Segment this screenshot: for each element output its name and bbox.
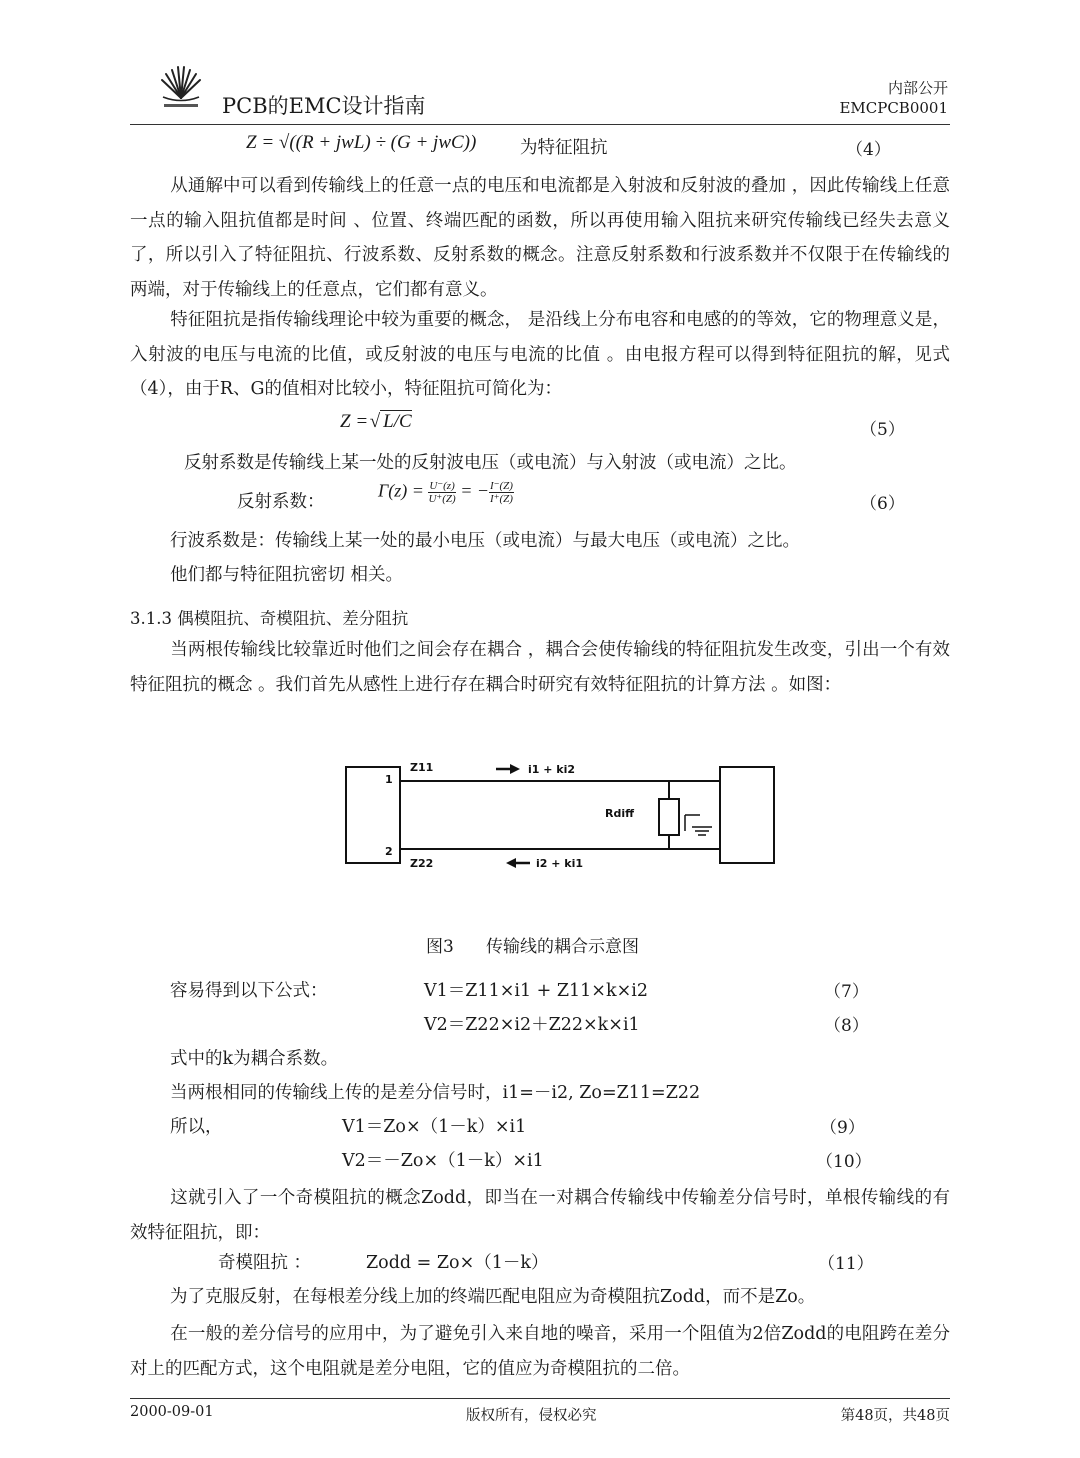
figure-caption-text: 传输线的耦合示意图 <box>486 937 639 957</box>
equation-4-label: 为特征阻抗 <box>520 138 608 158</box>
footer-rule <box>130 1398 950 1399</box>
equation-6-fraction-1 <box>428 480 455 505</box>
rdiff-resistor <box>659 799 679 835</box>
header-rule <box>130 124 950 125</box>
reflection-definition: 反射系数是传输线上某一处的反射波电压（或电流）与入射波（或电流）之比。 <box>184 453 797 473</box>
k-definition: 式中的k为耦合系数。 <box>170 1049 339 1069</box>
right-block <box>720 767 774 863</box>
label-i-bottom: i2 + ki1 <box>536 857 584 870</box>
equation-6-number: （6） <box>860 494 905 514</box>
footer-copyright: 版权所有，侵权必究 <box>466 1408 597 1424</box>
fraction-1-numerator: U⁻(z) <box>429 480 455 492</box>
equation-4-number: （4） <box>846 140 891 160</box>
equation-6-label: 反射系数： <box>237 492 325 512</box>
equation-9: V1＝Zo×（1－k）×i1 <box>342 1117 527 1137</box>
equation-7-number: （7） <box>824 982 869 1002</box>
travelling-wave-definition: 行波系数是：传输线上某一处的最小电压（或电流）与最大电压（或电流）之比。 <box>170 531 800 551</box>
equation-8: V2＝Z22×i2＋Z22×k×i1 <box>424 1015 640 1035</box>
equation-6 <box>378 480 514 505</box>
header-doc-code: EMCPCB0001 <box>839 99 948 117</box>
header-classification: 内部公开 <box>887 79 948 97</box>
footer-date: 2000-09-01 <box>130 1404 214 1420</box>
equation-4: Z = √((R + jwL) ÷ (G + jwC)) <box>246 132 477 153</box>
equation-6-fraction-2 <box>489 480 514 505</box>
so-label: 所以， <box>170 1117 223 1137</box>
equation-11-label: 奇模阻抗 ： <box>218 1253 312 1273</box>
related-sentence: 他们都与特征阻抗密切 相关。 <box>170 565 404 585</box>
equation-10-number: （10） <box>816 1152 872 1172</box>
paragraph-3: 当两根传输线比较靠近时他们之间会存在耦合 ，耦合会使传输线的特征阻抗发生改变，引出一个有效特征阻抗的概念 。我们首先从感性上进行存在耦合时研究有效特征阻抗的计算方法 。如图： <box>130 640 950 695</box>
paragraph-2: 特征阻抗是指传输线理论中较为重要的概念， 是沿线上分布电容和电感的的等效，它的物理意义是，入射波的电压与电流的比值，或反射波的电压与电流的比值 。由电报方程可以得到特征阻抗的解，见式（4），由于R、G的值相对比较小，特征阻抗可简化为： <box>130 310 950 399</box>
fraction-2-numerator: I⁻(Z) <box>490 480 513 492</box>
arrow-right-icon <box>496 764 520 774</box>
label-z11: Z11 <box>410 761 434 774</box>
equation-9-number: （9） <box>820 1118 865 1138</box>
label-z22: Z22 <box>410 857 434 870</box>
paragraph-5: 为了克服反射，在每根差分线上加的终端匹配电阻应为奇模阻抗Zodd，而不是Zo。 <box>170 1287 816 1307</box>
arrow-left-icon <box>506 858 530 868</box>
label-pin-1: 1 <box>385 773 393 786</box>
label-i-top: i1 + ki2 <box>528 763 576 776</box>
equation-5: Z = √ L/C <box>340 411 412 432</box>
ground-icon <box>692 827 712 835</box>
equation-5-number: （5） <box>860 420 905 440</box>
equation-10: V2＝－Zo×（1－k）×i1 <box>342 1151 544 1171</box>
paragraph-6: 在一般的差分信号的应用中，为了避免引入来自地的噪音，采用一个阻值为2倍Zodd的电阻跨在差分对上的匹配方式，这个电阻就是差分电阻，它的值应为奇模阻抗的二倍。 <box>130 1324 950 1379</box>
paragraph-4: 这就引入了一个奇模阻抗的概念Zodd，即当在一对耦合传输线中传输差分信号时，单根传输线的有效特征阻抗，即： <box>130 1188 950 1243</box>
equation-5-radicand: L/C <box>380 410 412 432</box>
coupling-diagram <box>340 755 780 875</box>
footer-page-number: 第48页，共48页 <box>840 1408 950 1424</box>
equation-6-mid: = − <box>460 480 490 501</box>
figure-caption-label: 图3 <box>426 937 454 957</box>
equation-6-lhs: Γ(z) = <box>378 480 424 501</box>
section-heading: 3.1.3 偶模阻抗、奇模阻抗、差分阻抗 <box>130 609 409 628</box>
equation-11-number: （11） <box>818 1254 874 1274</box>
equation-5-lhs: Z = <box>340 411 369 432</box>
equation-8-number: （8） <box>824 1016 869 1036</box>
label-pin-2: 2 <box>385 845 393 858</box>
formula-intro: 容易得到以下公式： <box>170 981 328 1001</box>
company-logo <box>154 64 208 110</box>
paragraph-1: 从通解中可以看到传输线上的任意一点的电压和电流都是入射波和反射波的叠加 ，因此传输线上任意一点的输入阻抗值都是时间 、位置、终端匹配的函数，所以再使用输入阻抗来研究传输线已经失去意义了，所以引入了特征阻抗、行波系数、反射系数的概念。注意反射系数和行波系数并不仅限于在传输线的两端，对于传输线上的任意点，它们都有意义。 <box>130 176 950 300</box>
header-title: PCB的EMC设计指南 <box>222 94 426 118</box>
fraction-2-denominator: I⁺(Z) <box>490 493 513 505</box>
equation-11: Zodd = Zo×（1－k） <box>366 1253 549 1273</box>
label-rdiff: Rdiff <box>605 807 635 820</box>
differential-signal-sentence: 当两根相同的传输线上传的是差分信号时，i1=－i2, Zo=Z11=Z22 <box>170 1083 701 1103</box>
equation-7: V1＝Z11×i1 + Z11×k×i2 <box>424 981 648 1001</box>
fraction-1-denominator: U⁺(Z) <box>428 493 456 505</box>
